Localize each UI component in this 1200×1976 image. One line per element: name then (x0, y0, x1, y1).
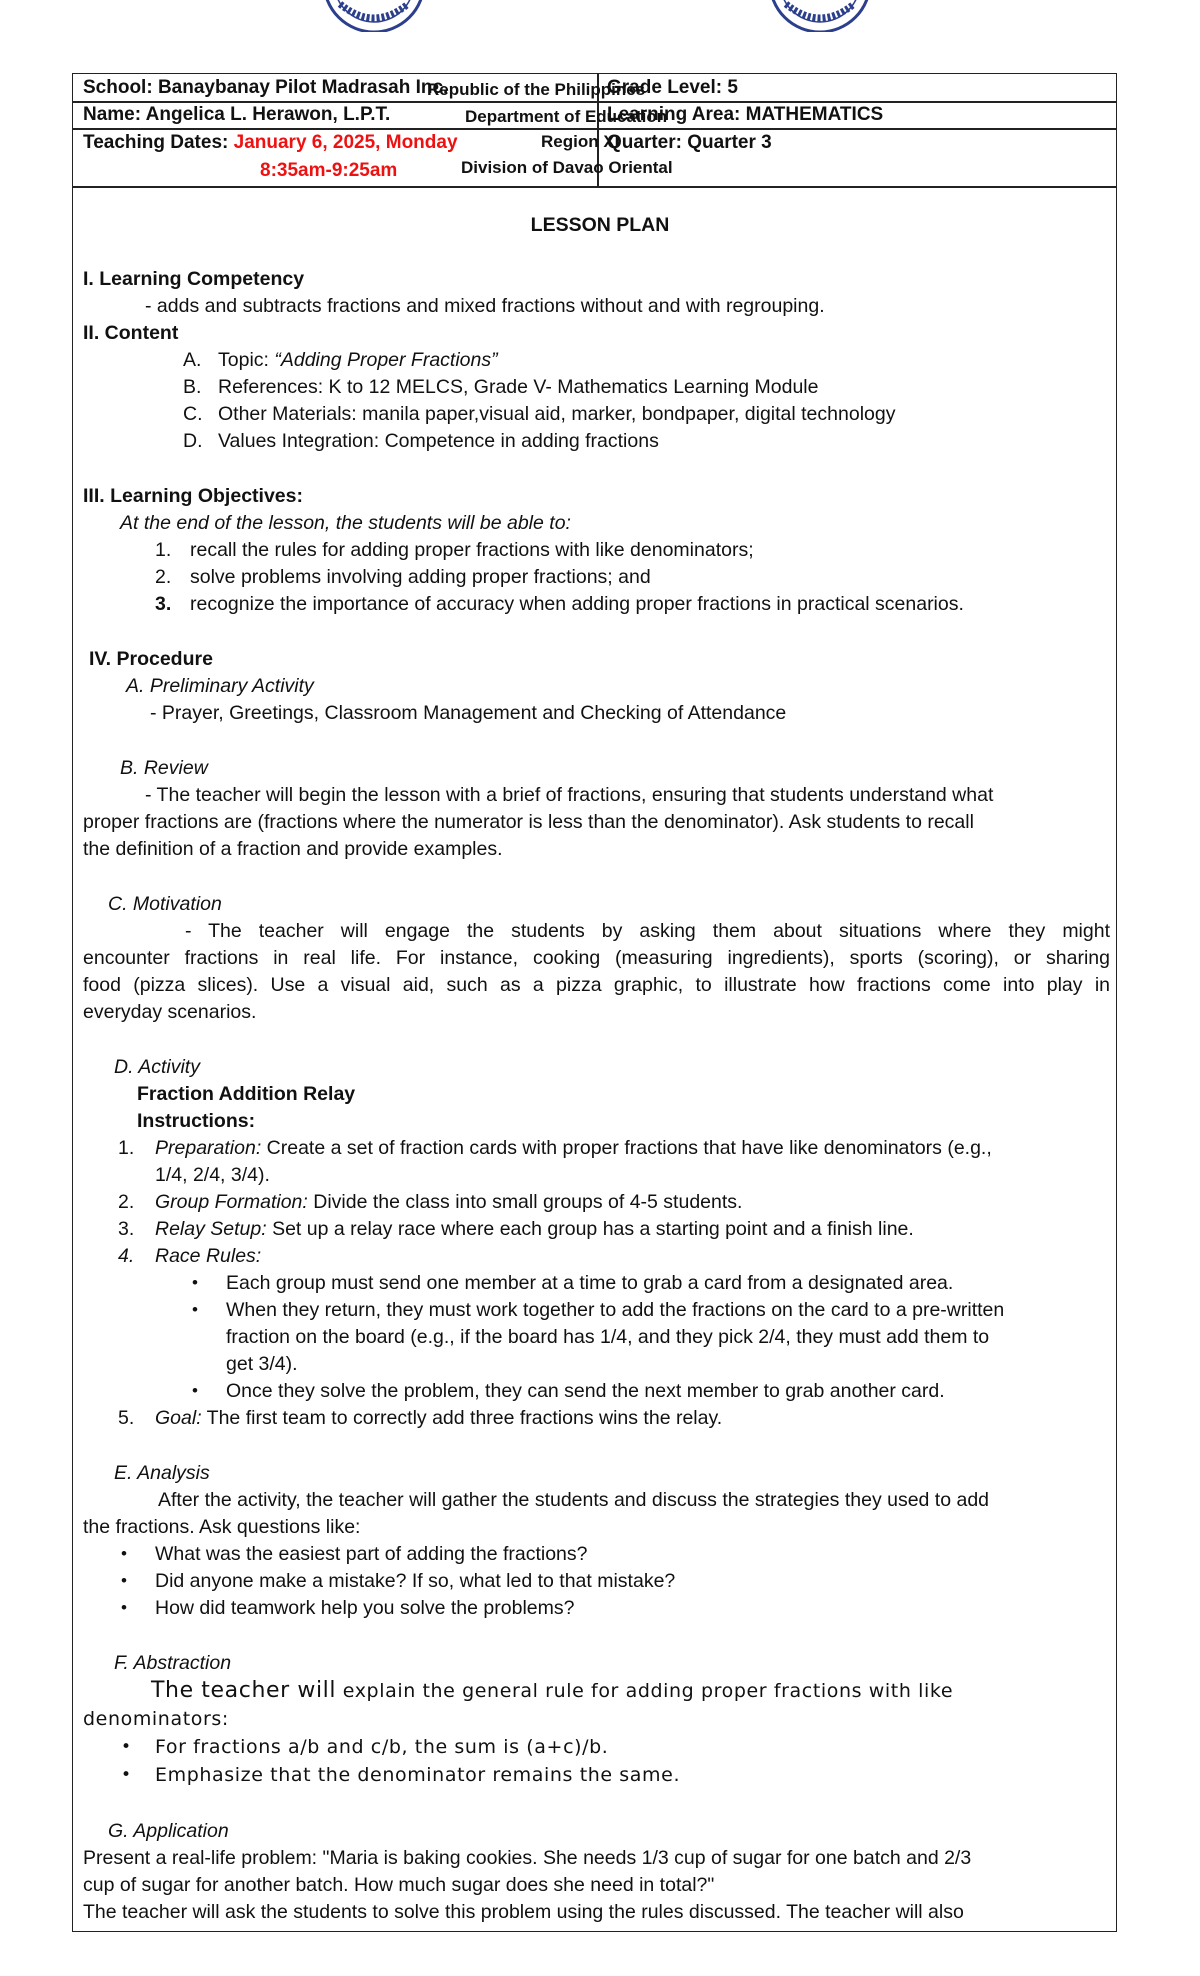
objective-marker-1: 1. (155, 539, 172, 561)
objective-2: solve problems involving adding proper fractions; and (190, 566, 651, 588)
race-rule-1: • Each group must send one member at a time to grab a card from a designated area. (226, 1272, 953, 1294)
content-marker-d: D. (183, 430, 203, 452)
topic-title: “Adding Proper Fractions” (274, 349, 498, 371)
analysis-line-1: After the activity, the teacher will gather the students and discuss the strategies they used to add (158, 1489, 990, 1511)
content-marker-b: B. (183, 376, 202, 398)
teaching-date-value: January 6, 2025, Monday (233, 132, 458, 153)
activity-name: Fraction Addition Relay (137, 1083, 356, 1105)
analysis-question-3: • How did teamwork help you solve the problems? (155, 1597, 574, 1619)
step-marker-2: 2. (118, 1191, 135, 1213)
motivation-line-4: everyday scenarios. (83, 1001, 257, 1023)
procedure-heading: IV. Procedure (89, 648, 213, 670)
review-line-3: the definition of a fraction and provide examples. (83, 838, 503, 860)
step-marker-1: 1. (118, 1137, 135, 1159)
header-row-divider-1 (73, 101, 1116, 103)
goal-text: The first team to correctly add three fractions wins the relay. (201, 1407, 723, 1429)
abstraction-title: F. Abstraction (114, 1652, 232, 1674)
abstraction-line-1 (151, 1680, 953, 1702)
race-rule-2-end: get 3/4). (226, 1353, 298, 1375)
application-title: G. Application (108, 1820, 229, 1842)
teacher-name-field: Name: Angelica L. Herawon, L.P.T. (83, 104, 391, 125)
objective-3: recognize the importance of accuracy when adding proper fractions in practical scenarios. (190, 593, 964, 615)
abstraction-lead: The teacher will (151, 1678, 337, 1703)
step-3-text: Set up a relay race where each group has a starting point and a finish line. (266, 1218, 914, 1240)
learning-area-field: Learning Area: MATHEMATICS (607, 104, 884, 125)
deped-seal-right (762, 0, 878, 32)
content-references: References: K to 12 MELCS, Grade V- Mathematics Learning Module (218, 376, 819, 398)
analysis-title: E. Analysis (114, 1462, 210, 1484)
objective-1: recall the rules for adding proper fractions with like denominators; (190, 539, 754, 561)
step-1-text: Create a set of fraction cards with proper fractions that have like denominators (e.g., (261, 1137, 992, 1159)
race-rule-2: • When they return, they must work together to add the fractions on the card to a pre-written (226, 1299, 1004, 1321)
step-2-text: Divide the class into small groups of 4-5 students. (307, 1191, 743, 1213)
competency-text: - adds and subtracts fractions and mixed fractions without and with regrouping. (145, 295, 825, 317)
motivation-line-1: - The teacher will engage the students by asking them about situations where they might (185, 920, 1110, 942)
step-4-label: Race Rules: (155, 1245, 262, 1267)
teaching-dates-field (83, 132, 458, 154)
step-3 (155, 1218, 914, 1240)
content-marker-c: C. (183, 403, 203, 425)
preliminary-text: - Prayer, Greetings, Classroom Management and Checking of Attendance (150, 702, 787, 724)
step-1-label: Preparation: (155, 1137, 262, 1159)
goal-marker: 5. (118, 1407, 135, 1429)
review-line-2: proper fractions are (fractions where the numerator is less than the denominator). Ask students to recall (83, 811, 974, 833)
motivation-line-3: food (pizza slices). Use a visual aid, such as a pizza graphic, to illustrate how fractions come into play in (83, 974, 1110, 996)
content-materials: Other Materials: manila paper,visual aid, marker, bondpaper, digital technology (218, 403, 896, 425)
content-marker-a: A. (183, 349, 202, 371)
teaching-time-value: 8:35am-9:25am (260, 160, 398, 181)
activity-title: D. Activity (114, 1056, 200, 1078)
header-bottom-divider (73, 186, 1116, 188)
abstraction-bullet-2: • Emphasize that the denominator remains the same. (155, 1764, 680, 1786)
letterhead-division: Division of Davao Oriental (461, 158, 673, 177)
step-2 (155, 1191, 742, 1213)
grade-level-field: Grade Level: 5 (607, 77, 738, 98)
race-rule-3: • Once they solve the problem, they can send the next member to grab another card. (226, 1380, 945, 1402)
objective-marker-3: 3. (155, 593, 172, 615)
analysis-line-2: the fractions. Ask questions like: (83, 1516, 361, 1538)
application-line-1: Present a real-life problem: "Maria is baking cookies. She needs 1/3 cup of sugar for one batch and 2/3 (83, 1847, 972, 1869)
letterhead-department: Department of Education (465, 107, 668, 126)
content-heading: II. Content (83, 322, 179, 344)
application-line-3: The teacher will ask the students to solve this problem using the rules discussed. The teacher will also (83, 1901, 964, 1923)
objective-marker-2: 2. (155, 566, 172, 588)
competency-heading: I. Learning Competency (83, 268, 305, 290)
goal-step (155, 1407, 722, 1429)
motivation-title: C. Motivation (108, 893, 222, 915)
step-2-label: Group Formation: (155, 1191, 308, 1213)
review-line-1: - The teacher will begin the lesson with a brief of fractions, ensuring that students understand what (145, 784, 994, 806)
content-topic: Topic: “Adding Proper Fractions” (218, 349, 498, 371)
goal-label: Goal: (155, 1407, 202, 1429)
activity-instructions-label: Instructions: (137, 1110, 256, 1132)
step-marker-3: 3. (118, 1218, 135, 1240)
teaching-dates-label: Teaching Dates: (83, 132, 229, 153)
step-1-continued: 1/4, 2/4, 3/4). (155, 1164, 270, 1186)
quarter-field: Quarter: Quarter 3 (607, 132, 772, 153)
objectives-heading: III. Learning Objectives: (83, 485, 303, 507)
content-values: Values Integration: Competence in adding fractions (218, 430, 659, 452)
motivation-line-2: encounter fractions in real life. For instance, cooking (measuring ingredients), sports (scoring), or sharing (83, 947, 1110, 969)
analysis-question-2: • Did anyone make a mistake? If so, what led to that mistake? (155, 1570, 675, 1592)
preliminary-title: A. Preliminary Activity (126, 675, 314, 697)
letterhead-region: Region XI (541, 132, 620, 151)
analysis-question-1: • What was the easiest part of adding the fractions? (155, 1543, 588, 1565)
school-field: School: Banaybanay Pilot Madrasah Inc. (83, 77, 449, 98)
application-line-2: cup of sugar for another batch. How much sugar does she need in total?" (83, 1874, 715, 1896)
abstraction-line-2: denominators: (83, 1708, 229, 1730)
page-title: LESSON PLAN (530, 214, 670, 236)
race-rule-2-continued: fraction on the board (e.g., if the board has 1/4, and they pick 2/4, they must add them to (226, 1326, 990, 1348)
review-title: B. Review (120, 757, 208, 779)
step-marker-4: 4. (118, 1245, 135, 1267)
objectives-intro: At the end of the lesson, the students will be able to: (120, 512, 571, 534)
abstraction-bullet-1: • For fractions a/b and c/b, the sum is (a+c)/b. (155, 1736, 608, 1758)
deped-seal-left (316, 0, 432, 32)
header-row-divider-2 (73, 128, 1116, 130)
abstraction-rest: explain the general rule for adding proper fractions with like (336, 1680, 954, 1702)
step-1 (155, 1137, 992, 1159)
letterhead-republic: Republic of the Philippines (427, 80, 646, 99)
step-3-label: Relay Setup: (155, 1218, 267, 1240)
